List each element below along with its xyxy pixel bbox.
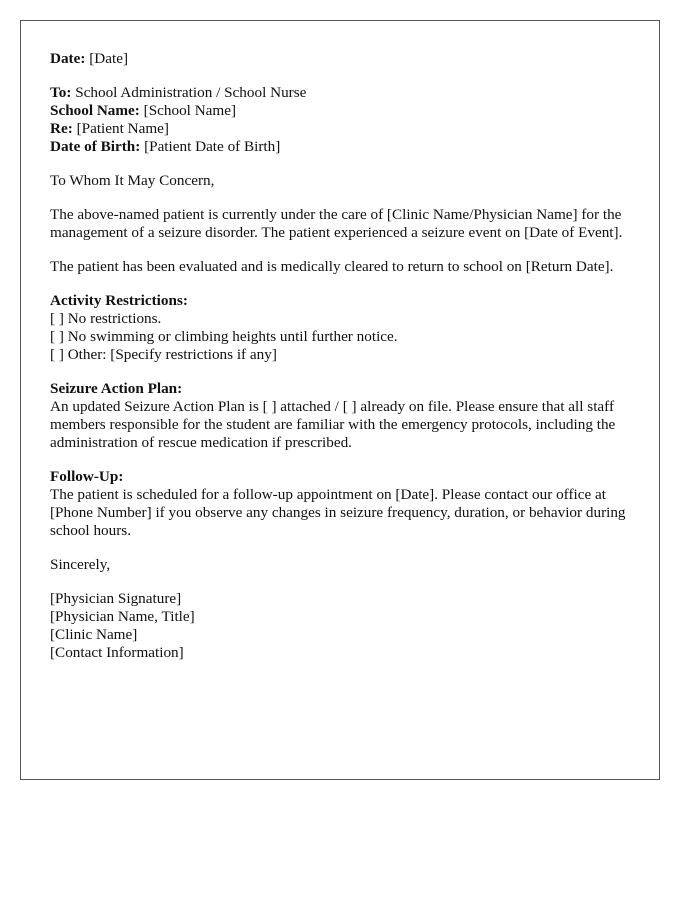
dob-label: Date of Birth: [50, 138, 141, 155]
physician-signature: [Physician Signature] [50, 590, 182, 607]
letter-content [50, 50, 638, 678]
seizure-action-plan-heading: Seizure Action Plan: [50, 380, 183, 397]
seizure-action-plan-text: An updated Seizure Action Plan is [ ] attached / [ ] already on file. Please ensure that all staff members responsible for the student are familiar with the emergency protocols, including the administration of rescue medication if prescribed. [50, 398, 616, 451]
greeting: To Whom It May Concern, [50, 172, 215, 189]
activity-restriction-item: [ ] No swimming or climbing heights until further notice. [50, 328, 398, 345]
activity-restrictions-heading: Activity Restrictions: [50, 292, 188, 309]
follow-up-text: The patient is scheduled for a follow-up appointment on [Date]. Please contact our office at [Phone Number] if you observe any changes in seizure frequency, duration, or behavior during school hours. [50, 486, 626, 539]
dob-value: [Patient Date of Birth] [144, 138, 281, 155]
follow-up-section [50, 468, 638, 540]
letter-page [20, 20, 660, 780]
school-line [50, 102, 638, 120]
follow-up-heading: Follow-Up: [50, 468, 124, 485]
to-line [50, 84, 638, 102]
re-value: [Patient Name] [76, 120, 169, 137]
date-value: [Date] [89, 50, 129, 67]
seizure-action-plan-section [50, 380, 638, 452]
dob-line [50, 138, 638, 156]
closing-salutation: Sincerely, [50, 556, 111, 573]
clearance-paragraph: The patient has been evaluated and is medically cleared to return to school on [Return Date]. [50, 258, 614, 275]
activity-restriction-item: [ ] No restrictions. [50, 310, 162, 327]
school-label: School Name: [50, 102, 140, 119]
to-label: To: [50, 84, 72, 101]
contact-information: [Contact Information] [50, 644, 184, 661]
date-block [50, 50, 638, 68]
physician-name-title: [Physician Name, Title] [50, 608, 195, 625]
to-value: School Administration / School Nurse [75, 84, 307, 101]
re-line [50, 120, 638, 138]
signature-block [50, 590, 638, 662]
intro-paragraph: The above-named patient is currently under the care of [Clinic Name/Physician Name] for the management of a seizure disorder. The patient experienced a seizure event on [Date of Event]. [50, 206, 623, 241]
re-label: Re: [50, 120, 73, 137]
clinic-name: [Clinic Name] [50, 626, 138, 643]
date-label: Date: [50, 50, 86, 67]
school-value: [School Name] [143, 102, 237, 119]
activity-restrictions-section [50, 292, 638, 364]
date-line [50, 50, 638, 68]
activity-restriction-item: [ ] Other: [Specify restrictions if any] [50, 346, 277, 363]
recipient-block [50, 84, 638, 156]
